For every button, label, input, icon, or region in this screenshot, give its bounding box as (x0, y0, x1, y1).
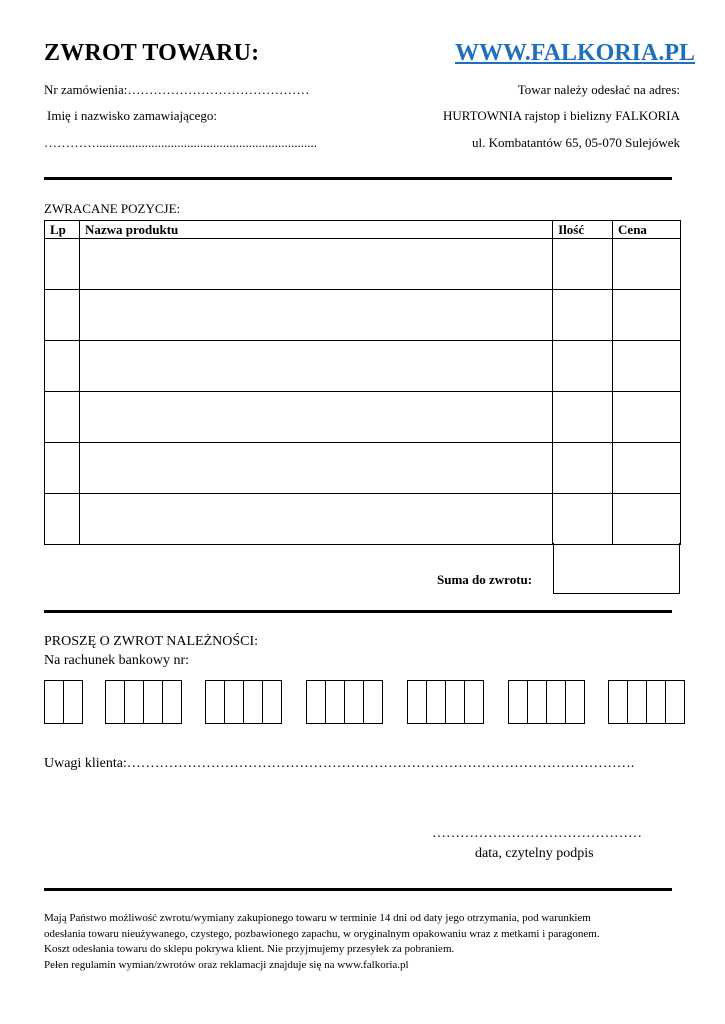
account-digit-group (508, 680, 585, 724)
cell-quantity[interactable] (553, 392, 613, 443)
account-digit-box[interactable] (445, 680, 465, 724)
cell-lp[interactable] (45, 494, 80, 545)
account-digit-box[interactable] (224, 680, 244, 724)
account-digit-box[interactable] (262, 680, 282, 724)
account-digit-group (105, 680, 182, 724)
cell-price[interactable] (613, 239, 681, 290)
return-address-intro: Towar należy odesłać na adres: (517, 82, 680, 97)
account-digit-box[interactable] (464, 680, 484, 724)
refund-total-field[interactable] (553, 543, 680, 594)
account-digit-box[interactable] (426, 680, 446, 724)
customer-remarks-field[interactable]: Uwagi klienta:………………………………………………………………………………………………. (44, 756, 635, 771)
notice-line: Pełen regulamin wymian/zwrotów oraz reklamacji znajduje się na www.falkoria.pl (44, 958, 409, 971)
items-section-label: ZWRACANE POZYCJE: (44, 201, 181, 216)
account-digit-box[interactable] (627, 680, 647, 724)
account-digit-box[interactable] (407, 680, 427, 724)
cell-quantity[interactable] (553, 290, 613, 341)
cell-product[interactable] (79, 341, 552, 392)
refund-total-label: Suma do zwrotu: (437, 572, 533, 587)
account-digit-box[interactable] (565, 680, 585, 724)
table-row (45, 392, 681, 443)
table-row (45, 239, 681, 290)
column-header-lp: Lp (45, 221, 80, 239)
divider (44, 610, 672, 613)
account-digit-box[interactable] (143, 680, 163, 724)
cell-price[interactable] (613, 443, 681, 494)
account-digit-group (205, 680, 282, 724)
signature-caption: data, czytelny podpis (475, 846, 594, 861)
notice-line: Koszt odesłania towaru do sklepu pokrywa klient. Nie przyjmujemy przesyłek za pobraniem. (44, 943, 455, 955)
cell-quantity[interactable] (553, 494, 613, 545)
account-digit-group (306, 680, 383, 724)
return-address-company: HURTOWNIA rajstop i bielizny FALKORIA (442, 108, 680, 123)
cell-product[interactable] (79, 494, 552, 545)
return-address-street: ul. Kombatantów 65, 05-070 Sulejówek (472, 135, 680, 150)
signature-line[interactable]: ……………………………………… (432, 826, 642, 841)
account-digit-box[interactable] (162, 680, 182, 724)
divider (44, 888, 672, 891)
cell-lp[interactable] (45, 392, 80, 443)
notice-line: odesłania towaru nieużywanego, czystego, pozbawionego zapachu, w oryginalnym opakowaniu wraz z metkami i paragonem. (44, 927, 600, 940)
account-digit-box[interactable] (205, 680, 225, 724)
cell-quantity[interactable] (553, 341, 613, 392)
cell-product[interactable] (79, 392, 552, 443)
column-header-price: Cena (613, 221, 681, 239)
column-header-product: Nazwa produktu (79, 221, 552, 239)
customer-name-field[interactable]: ………….................................................................... (44, 135, 317, 150)
return-policy-notice (44, 911, 674, 973)
account-digit-box[interactable] (363, 680, 383, 724)
cell-lp[interactable] (45, 443, 80, 494)
account-digit-box[interactable] (325, 680, 345, 724)
notice-line: Mają Państwo możliwość zwrotu/wymiany zakupionego towaru w terminie 14 dni od daty jego otrzymania, pod warunkiem (44, 912, 591, 924)
account-digit-box[interactable] (665, 680, 685, 724)
table-row (45, 290, 681, 341)
cell-price[interactable] (613, 341, 681, 392)
cell-lp[interactable] (45, 290, 80, 341)
account-digit-box[interactable] (527, 680, 547, 724)
cell-lp[interactable] (45, 239, 80, 290)
cell-quantity[interactable] (553, 239, 613, 290)
account-digit-box[interactable] (243, 680, 263, 724)
column-header-quantity: Ilość (553, 221, 613, 239)
cell-quantity[interactable] (553, 443, 613, 494)
bank-account-label: Na rachunek bankowy nr: (44, 653, 190, 668)
account-digit-group (44, 680, 83, 724)
cell-product[interactable] (79, 290, 552, 341)
customer-name-label: Imię i nazwisko zamawiającego: (47, 108, 218, 123)
account-digit-box[interactable] (306, 680, 326, 724)
account-digit-box[interactable] (608, 680, 628, 724)
form-title: ZWROT TOWARU: (44, 40, 260, 66)
table-header-row (45, 221, 681, 239)
cell-product[interactable] (79, 443, 552, 494)
account-digit-box[interactable] (508, 680, 528, 724)
account-digit-group (608, 680, 685, 724)
cell-lp[interactable] (45, 341, 80, 392)
table-row (45, 443, 681, 494)
account-digit-box[interactable] (63, 680, 83, 724)
account-digit-box[interactable] (44, 680, 64, 724)
account-digit-box[interactable] (124, 680, 144, 724)
order-number-field[interactable]: Nr zamówienia:…………………………………… (44, 82, 310, 97)
table-row (45, 494, 681, 545)
account-digit-box[interactable] (646, 680, 666, 724)
account-digit-box[interactable] (344, 680, 364, 724)
cell-price[interactable] (613, 392, 681, 443)
website-link[interactable]: WWW.FALKORIA.PL (455, 40, 696, 66)
cell-price[interactable] (613, 494, 681, 545)
account-digit-box[interactable] (546, 680, 566, 724)
account-digit-box[interactable] (105, 680, 125, 724)
cell-price[interactable] (613, 290, 681, 341)
returned-items-table (44, 220, 681, 545)
account-digit-group (407, 680, 484, 724)
table-row (45, 341, 681, 392)
cell-product[interactable] (79, 239, 552, 290)
refund-heading: PROSZĘ O ZWROT NALEŻNOŚCI: (44, 634, 259, 649)
divider (44, 177, 672, 180)
